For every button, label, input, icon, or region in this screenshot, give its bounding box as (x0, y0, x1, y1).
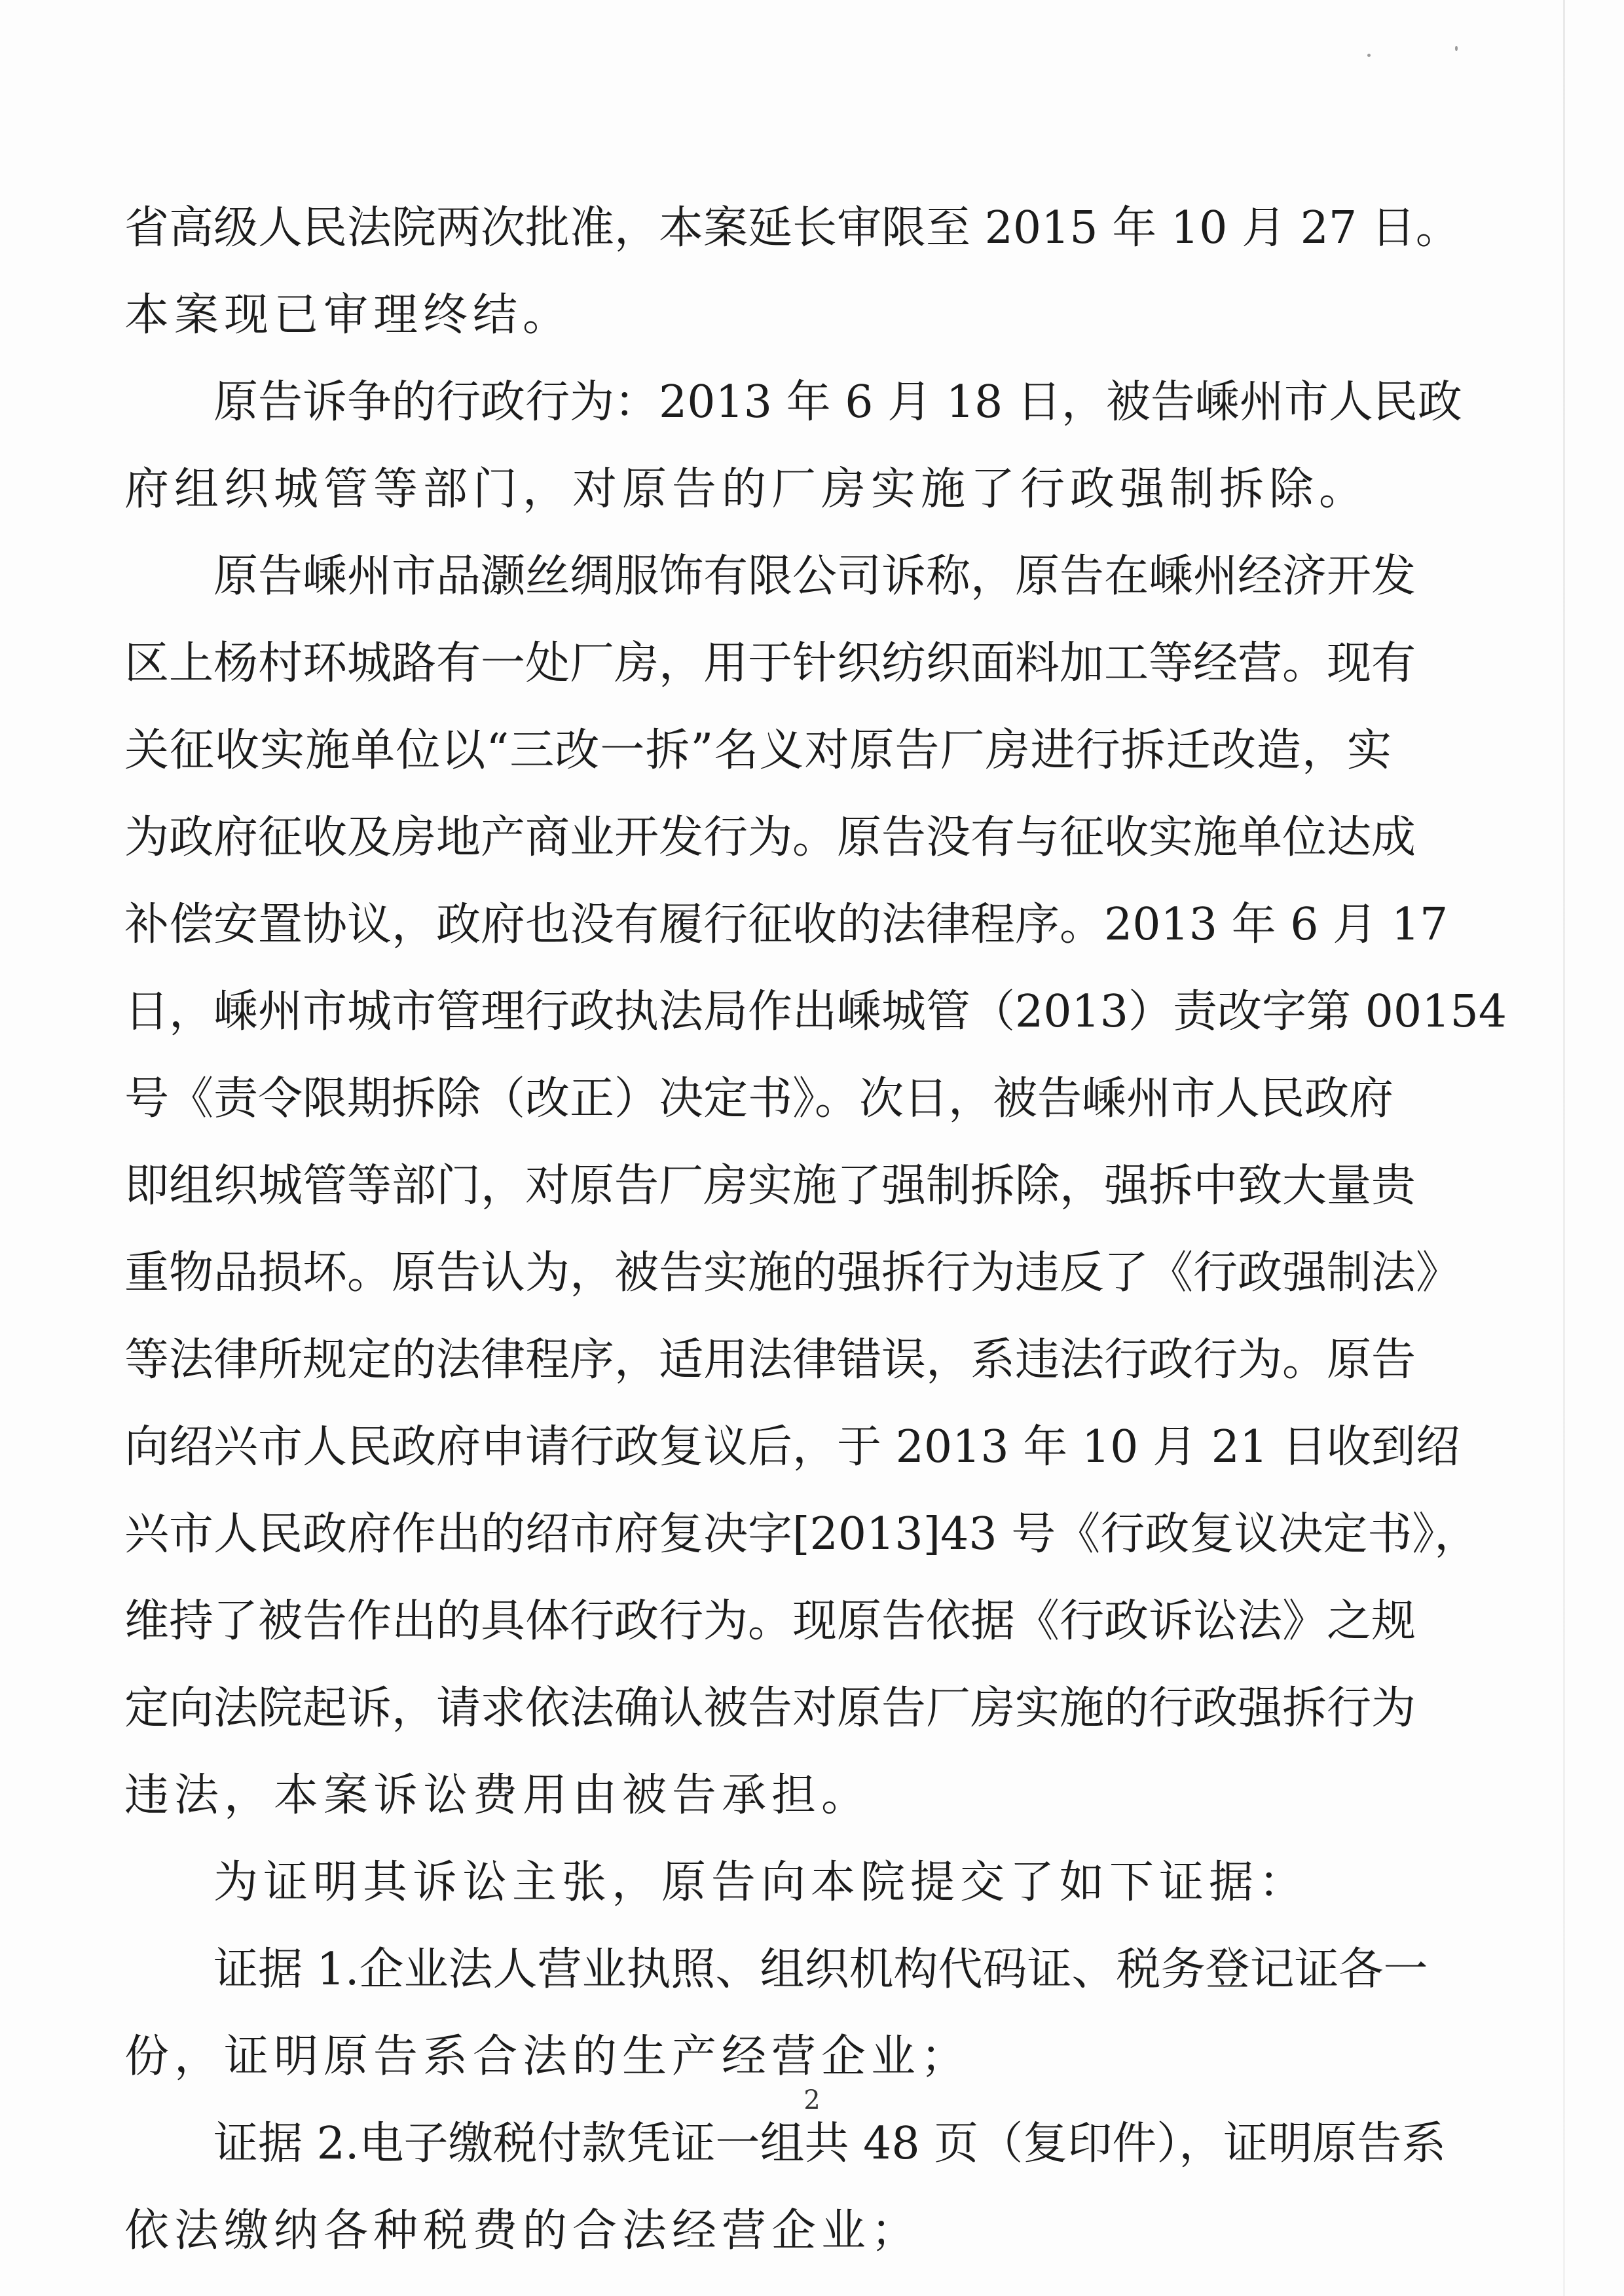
text-line: 等法律所规定的法律程序，适用法律错误，系违法行政行为。原告 (124, 1334, 1416, 1386)
scan-speck (1367, 54, 1371, 57)
text-line: 号《责令限期拆除（改正）决定书》。次日，被告嵊州市人民政府 (124, 1073, 1394, 1125)
text-line: 关征收实施单位以“三改一拆”名义对原告厂房进行拆迁改造，实 (124, 725, 1392, 776)
text-line: 原告诉争的行政行为：2013 年 6 月 18 日，被告嵊州市人民政 (213, 376, 1462, 428)
text-line: 即组织城管等部门，对原告厂房实施了强制拆除，强拆中致大量贵 (124, 1160, 1416, 1212)
text-line: 为证明其诉讼主张，原告向本院提交了如下证据： (213, 1857, 1309, 1908)
text-line: 省高级人民法院两次批准，本案延长审限至 2015 年 10 月 27 日。 (124, 202, 1460, 254)
text-line: 证据 1.企业法人营业执照、组织机构代码证、税务登记证各一 (213, 1944, 1428, 1995)
text-line: 证据 2.电子缴税付款凭证一组共 48 页（复印件），证明原告系 (213, 2118, 1447, 2170)
text-line: 兴市人民政府作出的绍市府复决字[2013]43 号《行政复议决定书》， (124, 1508, 1479, 1560)
text-line: 维持了被告作出的具体行政行为。现原告依据《行政诉讼法》之规 (124, 1595, 1416, 1647)
document-body (124, 185, 1507, 2274)
scan-edge-line (1563, 0, 1565, 2296)
text-line: 原告嵊州市品灏丝绸服饰有限公司诉称，原告在嵊州经济开发 (213, 551, 1416, 602)
text-line: 向绍兴市人民政府申请行政复议后，于 2013 年 10 月 21 日收到绍 (124, 1421, 1460, 1473)
text-line: 违法，本案诉讼费用由被告承担。 (124, 1770, 872, 1821)
text-line: 府组织城管等部门，对原告的厂房实施了行政强制拆除。 (124, 464, 1369, 515)
page-number: 2 (803, 2085, 821, 2115)
text-line: 补偿安置协议，政府也没有履行征收的法律程序。2013 年 6 月 17 (124, 899, 1449, 951)
text-line: 区上杨村环城路有一处厂房，用于针织纺织面料加工等经营。现有 (124, 638, 1416, 689)
scan-speck (1455, 46, 1458, 51)
text-line: 本案现已审理终结。 (124, 289, 573, 341)
text-line: 重物品损坏。原告认为，被告实施的强拆行为违反了《行政强制法》 (124, 1247, 1461, 1299)
text-line: 定向法院起诉，请求依法确认被告对原告厂房实施的行政强拆行为 (124, 1683, 1416, 1734)
text-line: 为政府征收及房地产商业开发行为。原告没有与征收实施单位达成 (124, 812, 1416, 864)
text-line: 依法缴纳各种税费的合法经营企业； (124, 2205, 921, 2257)
text-line: 份，证明原告系合法的生产经营企业； (124, 2031, 971, 2083)
text-line: 日，嵊州市城市管理行政执法局作出嵊城管（2013）责改字第 00154 (124, 986, 1507, 1038)
